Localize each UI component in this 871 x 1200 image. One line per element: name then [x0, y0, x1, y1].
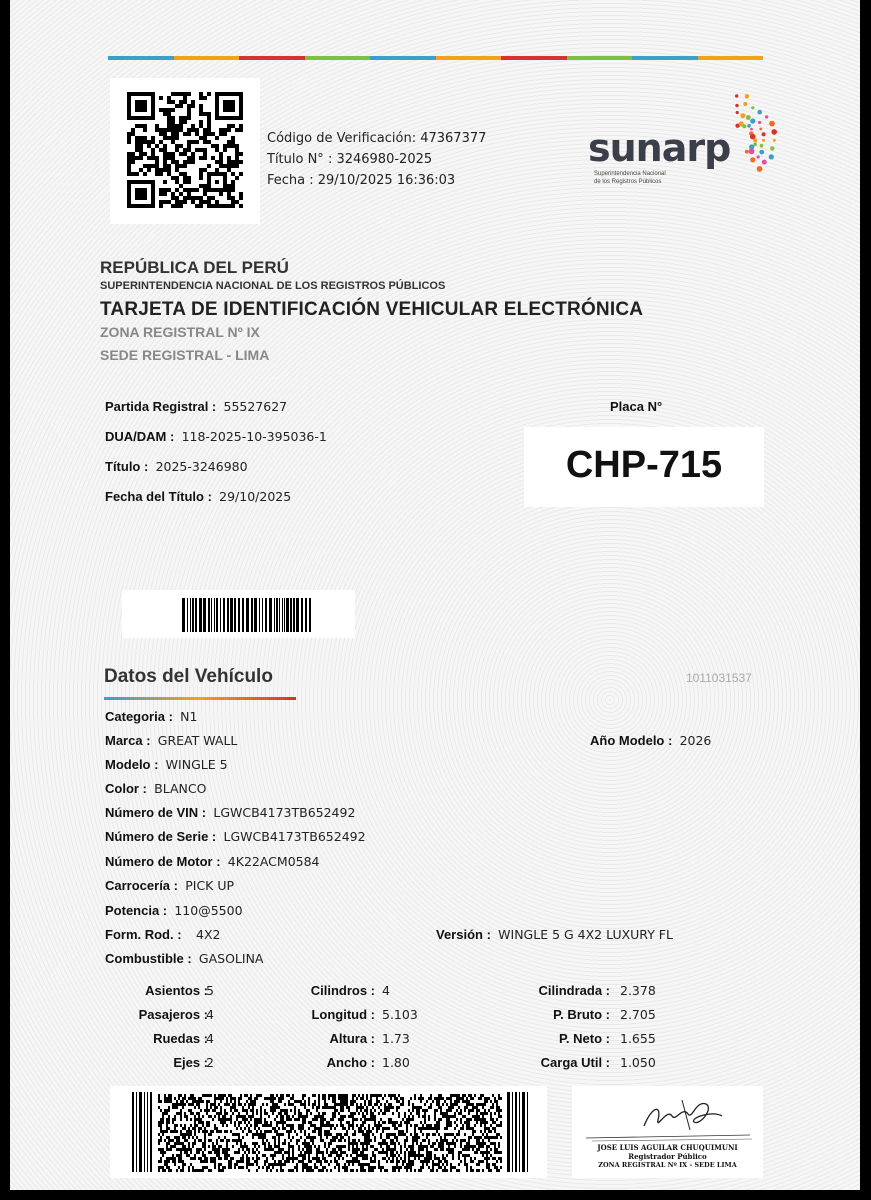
- vin-field: [105, 805, 355, 820]
- pneto-value: 1.655: [620, 1031, 656, 1046]
- vehicle-card-document: [10, 0, 860, 1190]
- color-label: Color :: [105, 781, 147, 796]
- formrod-field: [105, 927, 220, 942]
- altura-label-cell: [330, 1031, 376, 1046]
- logo-subtitle-line1: Superintendencia Nacional: [594, 171, 666, 177]
- cilindros-value: 4: [382, 983, 390, 998]
- cilindros-label-cell: [311, 983, 375, 998]
- cilindros-value-cell: [382, 983, 390, 998]
- longitud-value: 5.103: [382, 1007, 418, 1022]
- pasajeros-value: 4: [206, 1007, 214, 1022]
- barcode-top-panel: [122, 590, 355, 638]
- categoria-label: Categoria :: [105, 709, 173, 724]
- qr-code-icon: [127, 92, 243, 208]
- altura-value-cell: [382, 1031, 410, 1046]
- altura-label: Altura :: [329, 1031, 375, 1046]
- barcode-icon: [122, 590, 355, 638]
- vin-label: Número de VIN :: [105, 805, 207, 820]
- carroceria-value: PICK UP: [185, 878, 235, 893]
- modelo-value: WINGLE 5: [165, 757, 228, 772]
- anio-value: 2026: [679, 733, 712, 748]
- titulo-field: [105, 459, 248, 474]
- carga-value: 1.050: [620, 1055, 656, 1070]
- anio-label: Año Modelo :: [590, 733, 673, 748]
- logo-subtitle-line2: de los Registros Públicos: [594, 179, 662, 185]
- asientos-value: 5: [206, 983, 214, 998]
- formrod-value: 4X2: [196, 927, 221, 942]
- ejes-label-cell: [173, 1055, 208, 1070]
- version-field: [436, 927, 673, 942]
- marca-label: Marca :: [105, 733, 151, 748]
- modelo-label: Modelo :: [105, 757, 159, 772]
- vin-value: LGWCB4173TB652492: [213, 805, 356, 820]
- color-value: BLANCO: [154, 781, 207, 796]
- categoria-field: [105, 709, 197, 724]
- combustible-field: [105, 951, 263, 966]
- verification-block: [267, 128, 486, 191]
- asientos-label: Asientos :: [145, 983, 208, 998]
- dua-value: 118-2025-10-395036-1: [181, 429, 327, 444]
- motor-field: [105, 854, 320, 869]
- combustible-label: Combustible :: [105, 951, 192, 966]
- dua-label: DUA/DAM :: [105, 429, 175, 444]
- partida-field: [105, 399, 287, 414]
- fecha-titulo-field: [105, 489, 291, 504]
- serie-field: [105, 829, 366, 844]
- anio-field: [590, 733, 711, 748]
- document-title: TARJETA DE IDENTIFICACIÓN VEHICULAR ELECTRÓNICA: [100, 299, 644, 320]
- pneto-label: P. Neto :: [558, 1031, 610, 1046]
- fecha-titulo-label: Fecha del Título :: [105, 489, 212, 504]
- potencia-value: 110@5500: [174, 903, 243, 918]
- marca-field: [105, 733, 237, 748]
- serie-value: LGWCB4173TB652492: [223, 829, 366, 844]
- verification-code: Código de Verificación: 47367377: [267, 131, 487, 146]
- asientos-value-cell: [206, 983, 214, 998]
- longitud-label: Longitud :: [311, 1007, 375, 1022]
- potencia-label: Potencia :: [105, 903, 168, 918]
- serie-label: Número de Serie :: [105, 829, 217, 844]
- verification-fecha: Fecha : 29/10/2025 16:36:03: [267, 173, 456, 188]
- signer-zone: ZONA REGISTRAL Nº IX - SEDE LIMA: [598, 1161, 737, 1169]
- pbruto-value-cell: [620, 1007, 656, 1022]
- pneto-value-cell: [620, 1031, 656, 1046]
- pasajeros-label: Pasajeros :: [138, 1007, 208, 1022]
- combustible-value: GASOLINA: [198, 951, 264, 966]
- country-heading: REPÚBLICA DEL PERÚ: [100, 258, 289, 277]
- document-code: 1011031537: [686, 671, 752, 685]
- pbruto-label: P. Bruto :: [553, 1007, 610, 1022]
- ancho-value: 1.80: [382, 1055, 410, 1070]
- ejes-value: 2: [206, 1055, 214, 1070]
- pdf417-barcode-panel: [110, 1086, 547, 1178]
- institution-heading: SUPERINTENDENCIA NACIONAL DE LOS REGISTROS PÚBLICOS: [100, 280, 446, 292]
- ejes-value-cell: [206, 1055, 214, 1070]
- titulo-value: 2025-3246980: [155, 459, 248, 474]
- placa-label: Placa N°: [610, 399, 663, 414]
- sede-registral: SEDE REGISTRAL - LIMA: [100, 347, 270, 363]
- cilindros-label: Cilindros :: [310, 983, 375, 998]
- partida-label: Partida Registral :: [105, 399, 217, 414]
- ruedas-value: 4: [206, 1031, 214, 1046]
- ruedas-label-cell: [153, 1031, 208, 1046]
- color-field: [105, 781, 206, 796]
- cilindrada-value-cell: [620, 983, 656, 998]
- pneto-label-cell: [559, 1031, 610, 1046]
- altura-value: 1.73: [382, 1031, 410, 1046]
- ruedas-value-cell: [206, 1031, 214, 1046]
- ancho-value-cell: [382, 1055, 410, 1070]
- color-stripe: [108, 56, 763, 60]
- longitud-label-cell: [311, 1007, 375, 1022]
- datos-vehiculo-heading: Datos del Vehículo: [104, 666, 273, 687]
- signer-role: Registrador Público: [628, 1152, 707, 1161]
- cilindrada-value: 2.378: [620, 983, 656, 998]
- carroceria-label: Carrocería :: [105, 878, 178, 893]
- motor-value: 4K22ACM0584: [227, 854, 320, 869]
- carga-label: Carga Util :: [540, 1055, 610, 1070]
- placa-number: CHP-715: [565, 444, 723, 486]
- potencia-field: [105, 903, 243, 918]
- carroceria-field: [105, 878, 234, 893]
- motor-label: Número de Motor :: [105, 854, 221, 869]
- sunarp-logo: [588, 90, 788, 200]
- cilindrada-label: Cilindrada :: [538, 983, 610, 998]
- longitud-value-cell: [382, 1007, 418, 1022]
- signer-name: JOSE LUIS AGUILAR CHUQUIMUNI: [597, 1143, 738, 1152]
- cilindrada-label-cell: [538, 983, 610, 998]
- marca-value: GREAT WALL: [157, 733, 238, 748]
- ancho-label-cell: [327, 1055, 375, 1070]
- zona-registral: ZONA REGISTRAL Nº IX: [100, 324, 260, 340]
- carga-value-cell: [620, 1055, 656, 1070]
- titulo-label: Título :: [105, 459, 149, 474]
- categoria-value: N1: [180, 709, 198, 724]
- ancho-label: Ancho :: [326, 1055, 375, 1070]
- dua-field: [105, 429, 327, 444]
- partida-value: 55527627: [223, 399, 288, 414]
- signature-icon: [572, 1086, 763, 1146]
- carga-label-cell: [541, 1055, 610, 1070]
- signature-panel: [572, 1086, 763, 1178]
- pbruto-value: 2.705: [620, 1007, 656, 1022]
- asientos-label-cell: [145, 983, 208, 998]
- pbruto-label-cell: [553, 1007, 610, 1022]
- pasajeros-value-cell: [206, 1007, 214, 1022]
- fecha-titulo-value: 29/10/2025: [219, 489, 292, 504]
- version-value: WINGLE 5 G 4X2 LUXURY FL: [498, 927, 673, 942]
- formrod-label: Form. Rod. :: [105, 927, 182, 942]
- logo-subtitle: [594, 170, 666, 186]
- pasajeros-label-cell: [139, 1007, 208, 1022]
- modelo-field: [105, 757, 228, 772]
- logo-wordmark: sunarp: [588, 126, 731, 170]
- pdf417-barcode-icon: [110, 1086, 547, 1178]
- ejes-label: Ejes :: [173, 1055, 208, 1070]
- version-label: Versión :: [436, 927, 491, 942]
- ruedas-label: Ruedas :: [153, 1031, 208, 1046]
- heading-underline: [104, 697, 296, 700]
- verification-titulo: Título N° : 3246980-2025: [267, 152, 433, 167]
